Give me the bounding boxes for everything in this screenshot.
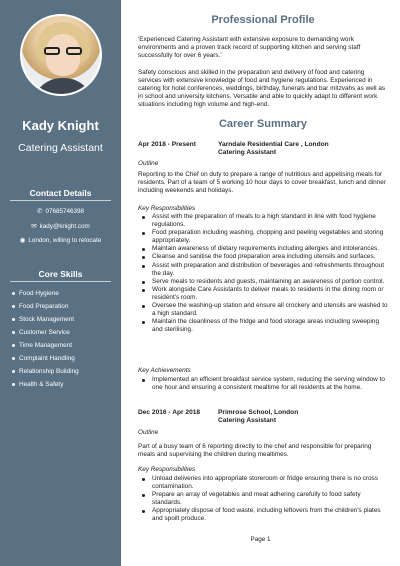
responsibilities-list [148, 213, 388, 334]
candidate-name: Kady Knight [22, 118, 99, 133]
contact-divider [10, 200, 111, 201]
skills-heading: Core Skills [38, 269, 83, 279]
list-item: Assist with the preparation of meals to a high standard in line with food hygiene regulations. [148, 213, 388, 229]
list-item: Prepare an array of vegetables and meat adhering carefully to food safety standards. [148, 491, 388, 507]
profile-summary: 'Experienced Catering Assistant with extensive exposure to demanding work environments and a proven track record of supporting kitchen and serving staff successfully for over 6 years.' [138, 36, 361, 60]
job-outline: Reporting to the Chef on duty to prepare a range of nutritious and appetising meals for residents. Part of a team of 5 working 10 hour days to cover breakfast, lunch and dinner including weekends and holidays. [138, 171, 386, 195]
job-dates: Dec 2016 - Apr 2018 [138, 409, 201, 416]
responsibilities-label: Key Responsibilities [138, 205, 196, 212]
job-employer: Primrose School, London Catering Assistant [218, 409, 299, 425]
sidebar [0, 0, 121, 566]
skills-divider [10, 281, 111, 282]
outline-label: Outline [138, 160, 159, 167]
responsibilities-label: Key Responsibilities [138, 466, 196, 473]
list-item: Serve meals to residents and guests, maintaining an awareness of portion control. [148, 278, 388, 286]
candidate-role: Catering Assistant [18, 142, 103, 154]
skill-item: Stock Management [10, 313, 114, 326]
skills-list [10, 287, 114, 391]
outline-label: Outline [138, 429, 159, 436]
list-item: Oversee the washing-up station and ensure all crockery and utensils are washed to a high standard. [148, 302, 388, 318]
job-title: Catering Assistant [218, 417, 277, 425]
list-item: Food preparation including washing, chopping and peeling vegetables and storing appropriately. [148, 229, 388, 245]
job-outline: Part of a busy team of 6 reporting directly to the chef and responsible for preparing meals and supervising the children during mealtimes. [138, 443, 372, 459]
list-item: Unload deliveries into appropriate storeroom or fridge ensuring there is no cross contamination. [148, 475, 388, 491]
list-item: Appropriately dispose of food waste, including leftovers from the children's plates and spoilt produce. [148, 507, 388, 523]
profile-heading: Professional Profile [211, 14, 315, 26]
achievements-label: Key Achievements [138, 367, 191, 374]
list-item: Maintain the cleanliness of the fridge and food storage areas including sweeping and sterilising. [148, 318, 388, 334]
skill-item: Complaint Handling [10, 352, 114, 365]
responsibilities-list [148, 475, 388, 524]
skill-item: Time Management [10, 339, 114, 352]
job-title: Catering Assistant [218, 149, 277, 157]
list-item: Cleanse and sanitise the food preparation area including utensils and surfaces. [148, 253, 388, 261]
skill-item: Food Hygiene [10, 287, 114, 300]
achievements-list [148, 376, 388, 392]
contact-location: ◉ London, willing to relocate [19, 237, 102, 244]
contact-heading: Contact Details [29, 188, 92, 198]
phone-icon: ✆ [37, 208, 43, 215]
page-number: Page 1 [250, 536, 271, 543]
career-heading: Career Summary [218, 118, 308, 130]
list-item: Assist with preparation and distribution of beverages and refreshments throughout the day. [148, 262, 388, 278]
avatar [20, 14, 102, 96]
contact-phone: ✆ 07685746398 [37, 208, 84, 215]
skill-item: Food Preparation [10, 300, 114, 313]
skill-item: Customer Service [10, 326, 114, 339]
envelope-icon: ✉ [31, 223, 37, 230]
globe-icon: ◉ [19, 237, 26, 244]
list-item: Work alongside Care Assistants to deliver meals to residents in the dining room or resident's room. [148, 286, 388, 302]
skill-item: Relationship Building [10, 365, 114, 378]
contact-email: ✉ kady@knight.com [31, 223, 90, 230]
list-item: Maintain awareness of dietary requirements including allergies and intolerances. [148, 245, 388, 253]
job-dates: Apr 2018 - Present [138, 141, 196, 148]
list-item: Implemented an efficient breakfast service system, reducing the serving window to one hour and ensuring a consistent mealtime for all residents at the home. [148, 376, 388, 392]
job-employer: Yarndale Residential Care , London Catering Assistant [218, 141, 329, 157]
profile-details: Safety conscious and skilled in the preparation and delivery of food and catering services with extensive knowledge of food and hygiene regulations. Experienced in catering for hotel conferences, weddings, birthday, funerals and bar mitzvahs as well as in school and university kitchens. Versatile and able to quickly adapt to different work situations including high volume and high-end. [138, 69, 386, 109]
skill-item: Health & Safety [10, 378, 114, 391]
